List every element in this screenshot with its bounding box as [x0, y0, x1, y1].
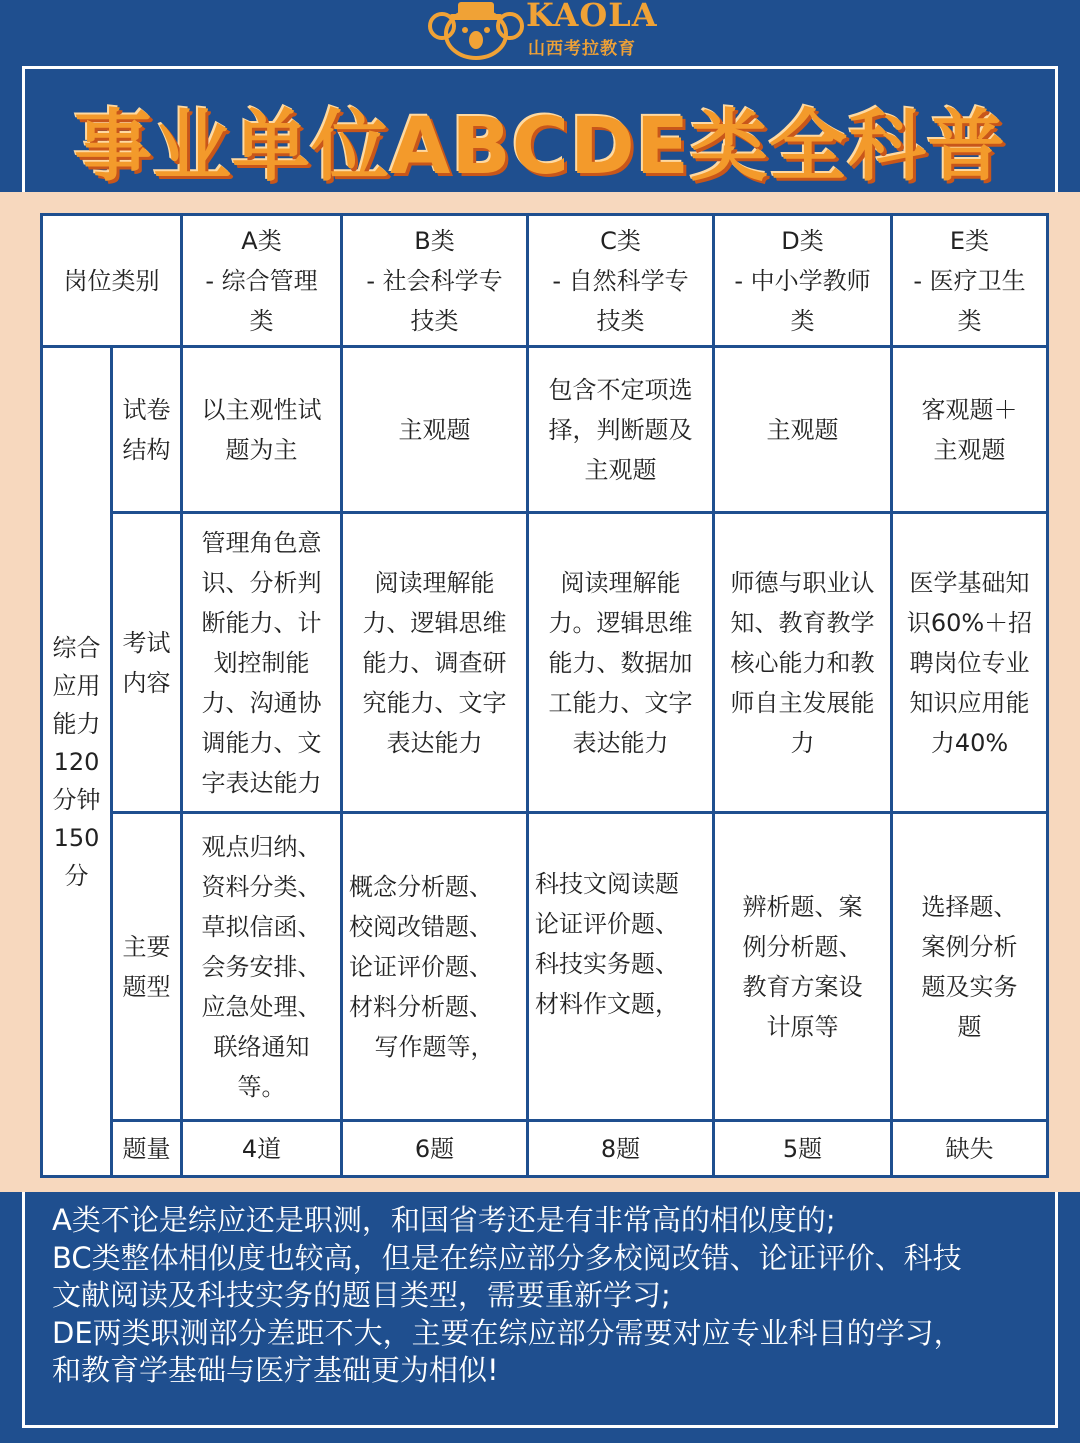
cell-line: 调能力、文 — [201, 728, 322, 757]
column-header-line: C类 — [600, 226, 641, 255]
comparison-table — [40, 213, 1049, 1178]
column-header-line: E类 — [949, 226, 990, 255]
cell-line: 阅读理解能 — [560, 568, 681, 597]
cell-line: 6题 — [414, 1134, 455, 1163]
row-label-content — [112, 513, 182, 813]
table-cell — [714, 1121, 892, 1177]
column-header-line: 类 — [957, 306, 982, 335]
cell-line: 计原等 — [766, 1012, 839, 1041]
cell-line: 选择题、 — [921, 892, 1018, 921]
cell-line: 表达能力 — [386, 728, 483, 757]
cell-line: 等。 — [237, 1072, 286, 1101]
column-header-d — [714, 215, 892, 347]
cell-line: 知、教育教学 — [730, 608, 875, 637]
koala-icon — [428, 0, 524, 62]
cell-line: 断能力、计 — [201, 608, 322, 637]
table-row-types — [42, 813, 1048, 1121]
cell-line: 科技文阅读题 — [535, 870, 679, 898]
cell-line: 管理角色意 — [201, 528, 322, 557]
cell-line: 论证评价题、 — [349, 952, 493, 981]
table-cell — [182, 813, 342, 1121]
cell-line: 8题 — [600, 1134, 641, 1163]
table-cell — [342, 513, 528, 813]
group-label-line: 分钟 — [52, 785, 101, 814]
table-cell — [528, 347, 714, 513]
cell-line: 例分析题、 — [742, 932, 863, 961]
cell-line: 力、沟通协 — [201, 688, 322, 717]
cell-line: 识、分析判 — [201, 568, 322, 597]
table-cell — [528, 813, 714, 1121]
table-cell — [892, 513, 1048, 813]
cell-line: 工能力、文字 — [548, 688, 693, 717]
cell-line: 究能力、文字 — [362, 688, 507, 717]
cell-line: 字表达能力 — [201, 768, 322, 797]
cell-line: 知识应用能 — [909, 688, 1030, 717]
summary-line: DE两类职测部分差距不大，主要在综应部分需要对应专业科目的学习， — [52, 1315, 963, 1350]
cell-line: 表达能力 — [572, 728, 669, 757]
cell-line: 资料分类、 — [201, 872, 322, 901]
cell-line: 择，判断题及 — [548, 415, 693, 444]
table-cell — [342, 1121, 528, 1177]
table-cell — [182, 513, 342, 813]
cell-line: 能力、数据加 — [548, 648, 693, 677]
table-cell — [182, 347, 342, 513]
cell-line: 写作题等， — [374, 1032, 495, 1061]
cell-line: 论证评价题、 — [535, 910, 679, 938]
column-header-line: 技类 — [596, 306, 645, 335]
brand-name-cn: 山西考拉教育 — [528, 39, 636, 59]
cell-line: 力、逻辑思维 — [362, 608, 507, 637]
cell-line: 观点归纳、 — [201, 832, 322, 861]
category-header-cell — [42, 215, 182, 347]
cell-line: 主观题 — [584, 455, 657, 484]
cell-line: 师德与职业认 — [730, 568, 875, 597]
column-header-line: 技类 — [410, 306, 459, 335]
group-label-line: 应用 — [52, 671, 101, 700]
column-header-line: 类 — [790, 306, 815, 335]
row-label-line: 题型 — [122, 972, 171, 1001]
summary-band — [0, 1192, 1080, 1443]
cell-line: 主观题 — [766, 415, 839, 444]
column-header-line: - 社会科学专 — [366, 266, 503, 295]
group-label-line: 综合 — [52, 633, 101, 662]
cell-line: 缺失 — [945, 1134, 994, 1163]
cell-line: 校阅改错题、 — [349, 912, 493, 941]
cell-line: 会务安排、 — [201, 952, 322, 981]
row-label-line: 内容 — [122, 668, 171, 697]
summary-line: 和教育学基础与医疗基础更为相似! — [52, 1353, 499, 1388]
cell-line: 力。逻辑思维 — [548, 608, 693, 637]
cell-line: 应急处理、 — [201, 992, 322, 1021]
row-label-line: 结构 — [122, 435, 171, 464]
cell-line: 案例分析 — [921, 932, 1018, 961]
column-header-line: B类 — [414, 226, 455, 255]
row-label-types — [112, 813, 182, 1121]
group-label-line: 能力 — [52, 709, 101, 738]
table-cell — [342, 347, 528, 513]
cell-line: 材料作文题， — [535, 990, 679, 1018]
cell-line: 划控制能 — [213, 648, 310, 677]
cell-line: 辨析题、案 — [742, 892, 863, 921]
cell-line: 客观题＋ — [921, 395, 1018, 424]
column-header-line: - 中小学教师 — [734, 266, 871, 295]
cell-line: 主观题 — [398, 415, 471, 444]
table-cell — [528, 513, 714, 813]
row-label-line: 考试 — [122, 628, 171, 657]
cell-line: 草拟信函、 — [201, 912, 322, 941]
table-cell — [714, 513, 892, 813]
page-title: 事业单位ABCDE类全科普 — [73, 102, 1007, 192]
column-header-a — [182, 215, 342, 347]
summary-line: BC类整体相似度也较高，但是在综应部分多校阅改错、论证评价、科技 — [52, 1240, 962, 1275]
table-cell — [714, 813, 892, 1121]
summary-line: 文献阅读及科技实务的题目类型，需要重新学习; — [52, 1278, 671, 1313]
column-header-line: - 自然科学专 — [552, 266, 689, 295]
cell-line: 题 — [957, 1012, 982, 1041]
row-label-line: 主要 — [122, 932, 171, 961]
cell-line: 力40% — [930, 728, 1009, 757]
cell-line: 包含不定项选 — [548, 375, 693, 404]
cell-line: 识60%＋招 — [906, 608, 1033, 637]
cell-line: 核心能力和教 — [730, 648, 875, 677]
cell-line: 教育方案设 — [742, 972, 863, 1001]
cell-line: 力 — [790, 728, 815, 757]
table-cell — [892, 1121, 1048, 1177]
cell-line: 能力、调查研 — [362, 648, 507, 677]
cell-line: 题及实务 — [921, 972, 1018, 1001]
brand-name-en: KAOLA — [526, 0, 658, 34]
cell-line: 题为主 — [225, 435, 298, 464]
group-label-line: 分 — [64, 861, 89, 890]
group-label-line: 150 — [53, 823, 100, 852]
cell-line: 科技实务题、 — [535, 950, 679, 978]
column-header-line: 类 — [249, 306, 274, 335]
cell-line: 医学基础知 — [909, 568, 1030, 597]
cell-line: 主观题 — [933, 435, 1006, 464]
table-row-structure — [42, 347, 1048, 513]
group-label-cell — [42, 347, 112, 1177]
table-cell — [528, 1121, 714, 1177]
cell-line: 阅读理解能 — [374, 568, 495, 597]
cell-line: 师自主发展能 — [730, 688, 875, 717]
category-header-label: 岗位类别 — [63, 266, 160, 295]
group-label-line: 120 — [53, 747, 100, 776]
row-label-line: 题量 — [122, 1134, 171, 1163]
cell-line: 聘岗位专业 — [909, 648, 1030, 677]
brand-logo — [428, 0, 658, 62]
cell-line: 联络通知 — [213, 1032, 310, 1061]
table-row-content — [42, 513, 1048, 813]
row-label-structure — [112, 347, 182, 513]
column-header-e — [892, 215, 1048, 347]
table-cell — [182, 1121, 342, 1177]
column-header-line: D类 — [781, 226, 824, 255]
row-label-line: 试卷 — [122, 395, 171, 424]
cell-line: 4道 — [241, 1134, 282, 1163]
column-header-line: - 综合管理 — [205, 266, 318, 295]
table-cell — [892, 347, 1048, 513]
summary-line: A类不论是综应还是职测，和国省考还是有非常高的相似度的; — [52, 1203, 836, 1237]
table-row-count — [42, 1121, 1048, 1177]
table-header-row — [42, 215, 1048, 347]
column-header-line: - 医疗卫生 — [913, 266, 1026, 295]
column-header-c — [528, 215, 714, 347]
column-header-b — [342, 215, 528, 347]
summary-text — [52, 1202, 1042, 1390]
cell-line: 以主观性试 — [201, 395, 322, 424]
cell-line: 概念分析题、 — [349, 872, 493, 901]
table-cell — [714, 347, 892, 513]
cell-line: 材料分析题、 — [349, 992, 493, 1021]
row-label-count — [112, 1121, 182, 1177]
cell-line: 5题 — [782, 1134, 823, 1163]
table-cell — [892, 813, 1048, 1121]
column-header-line: A类 — [241, 226, 282, 255]
table-cell — [342, 813, 528, 1121]
